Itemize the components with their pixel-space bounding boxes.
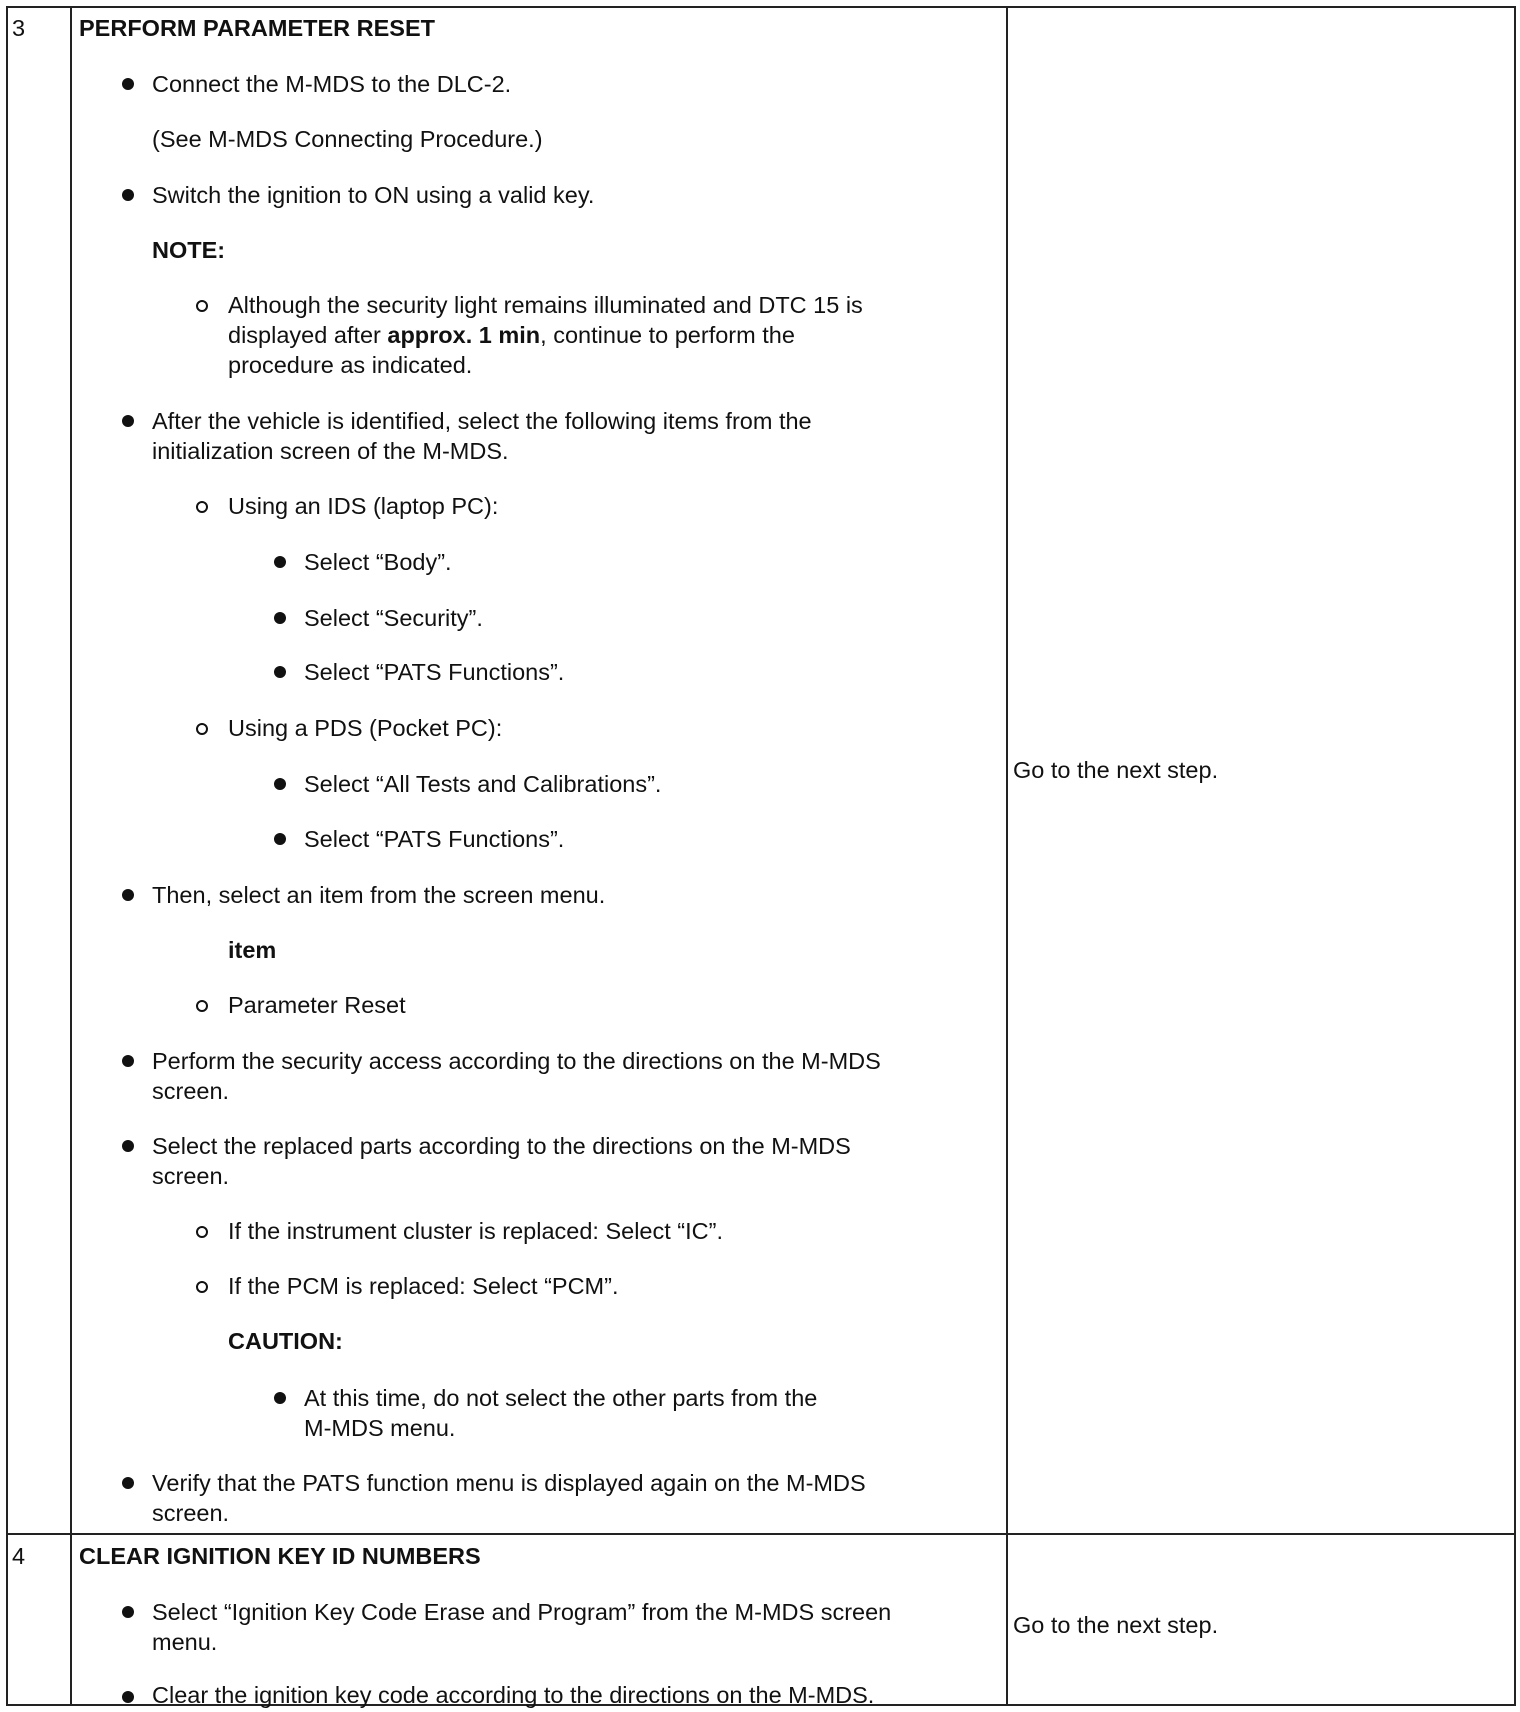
step-number: 3: [12, 15, 26, 41]
table-border-left: [6, 6, 8, 1706]
sub-list-item: Parameter Reset: [228, 992, 406, 1018]
table-border-right: [1514, 6, 1516, 1706]
sub-list-item: If the PCM is replaced: Select “PCM”.: [228, 1273, 619, 1299]
caution-text: At this time, do not select the other parts from the: [304, 1385, 818, 1411]
list-item: initialization screen of the M-MDS.: [152, 438, 509, 464]
bullet-icon: [274, 612, 286, 624]
sub-sub-list-item: Select “Security”.: [304, 605, 483, 631]
item-label: item: [228, 937, 277, 963]
list-item: menu.: [152, 1629, 218, 1655]
list-item: Clear the ignition key code according to the directions on the M-MDS.: [152, 1682, 875, 1708]
list-item: Perform the security access according to the directions on the M-MDS: [152, 1048, 881, 1074]
list-item: screen.: [152, 1500, 230, 1526]
step-title: CLEAR IGNITION KEY ID NUMBERS: [79, 1543, 481, 1569]
bullet-icon: [274, 556, 286, 568]
sub-bullet-icon: [196, 723, 208, 735]
bullet-icon: [274, 1392, 286, 1404]
bullet-icon: [122, 1606, 134, 1618]
caution-label: CAUTION:: [228, 1328, 343, 1354]
list-item: After the vehicle is identified, select the following items from the: [152, 408, 812, 434]
bullet-icon: [122, 1691, 134, 1703]
list-item: Then, select an item from the screen menu.: [152, 882, 606, 908]
sub-list-item: If the instrument cluster is replaced: Select “IC”.: [228, 1218, 723, 1244]
bullet-icon: [122, 415, 134, 427]
caution-text: M-MDS menu.: [304, 1415, 456, 1441]
table-border-top: [6, 6, 1516, 8]
note-text: procedure as indicated.: [228, 352, 473, 378]
note-label: NOTE:: [152, 237, 226, 263]
bullet-icon: [122, 889, 134, 901]
step-title: PERFORM PARAMETER RESET: [79, 15, 435, 41]
bullet-icon: [122, 1477, 134, 1489]
bullet-icon: [122, 189, 134, 201]
list-item: Select the replaced parts according to the directions on the M-MDS: [152, 1133, 851, 1159]
bullet-icon: [122, 78, 134, 90]
note-text-part: , continue to perform the: [540, 322, 795, 348]
bullet-icon: [274, 833, 286, 845]
row-divider: [6, 1533, 1516, 1535]
list-item: Select “Ignition Key Code Erase and Program” from the M-MDS screen: [152, 1599, 892, 1625]
sub-sub-list-item: Select “PATS Functions”.: [304, 826, 565, 852]
sub-sub-list-item: Select “Body”.: [304, 549, 452, 575]
list-item: screen.: [152, 1078, 230, 1104]
list-item: Verify that the PATS function menu is displayed again on the M-MDS: [152, 1470, 866, 1496]
note-text-bold: approx. 1 min: [387, 322, 541, 348]
bullet-icon: [122, 1140, 134, 1152]
step-action: Go to the next step.: [1013, 757, 1219, 783]
bullet-icon: [274, 778, 286, 790]
step-action: Go to the next step.: [1013, 1612, 1219, 1638]
sub-bullet-icon: [196, 1000, 208, 1012]
column-divider-number: [70, 6, 72, 1706]
note-text: [228, 320, 795, 350]
note-text-part: displayed after: [228, 322, 388, 348]
sub-bullet-icon: [196, 1281, 208, 1293]
step-number: 4: [12, 1543, 26, 1569]
sub-sub-list-item: Select “PATS Functions”.: [304, 659, 565, 685]
list-item: Switch the ignition to ON using a valid key.: [152, 182, 595, 208]
bullet-icon: [274, 666, 286, 678]
note-text: Although the security light remains illuminated and DTC 15 is: [228, 292, 863, 318]
sub-bullet-icon: [196, 501, 208, 513]
sub-sub-list-item: Select “All Tests and Calibrations”.: [304, 771, 662, 797]
list-item-note: (See M-MDS Connecting Procedure.): [152, 126, 543, 152]
sub-bullet-icon: [196, 300, 208, 312]
column-divider-action: [1006, 6, 1008, 1706]
list-item: Connect the M-MDS to the DLC-2.: [152, 71, 512, 97]
bullet-icon: [122, 1055, 134, 1067]
sub-list-item: Using an IDS (laptop PC):: [228, 493, 499, 519]
list-item: screen.: [152, 1163, 230, 1189]
sub-bullet-icon: [196, 1226, 208, 1238]
sub-list-item: Using a PDS (Pocket PC):: [228, 715, 503, 741]
